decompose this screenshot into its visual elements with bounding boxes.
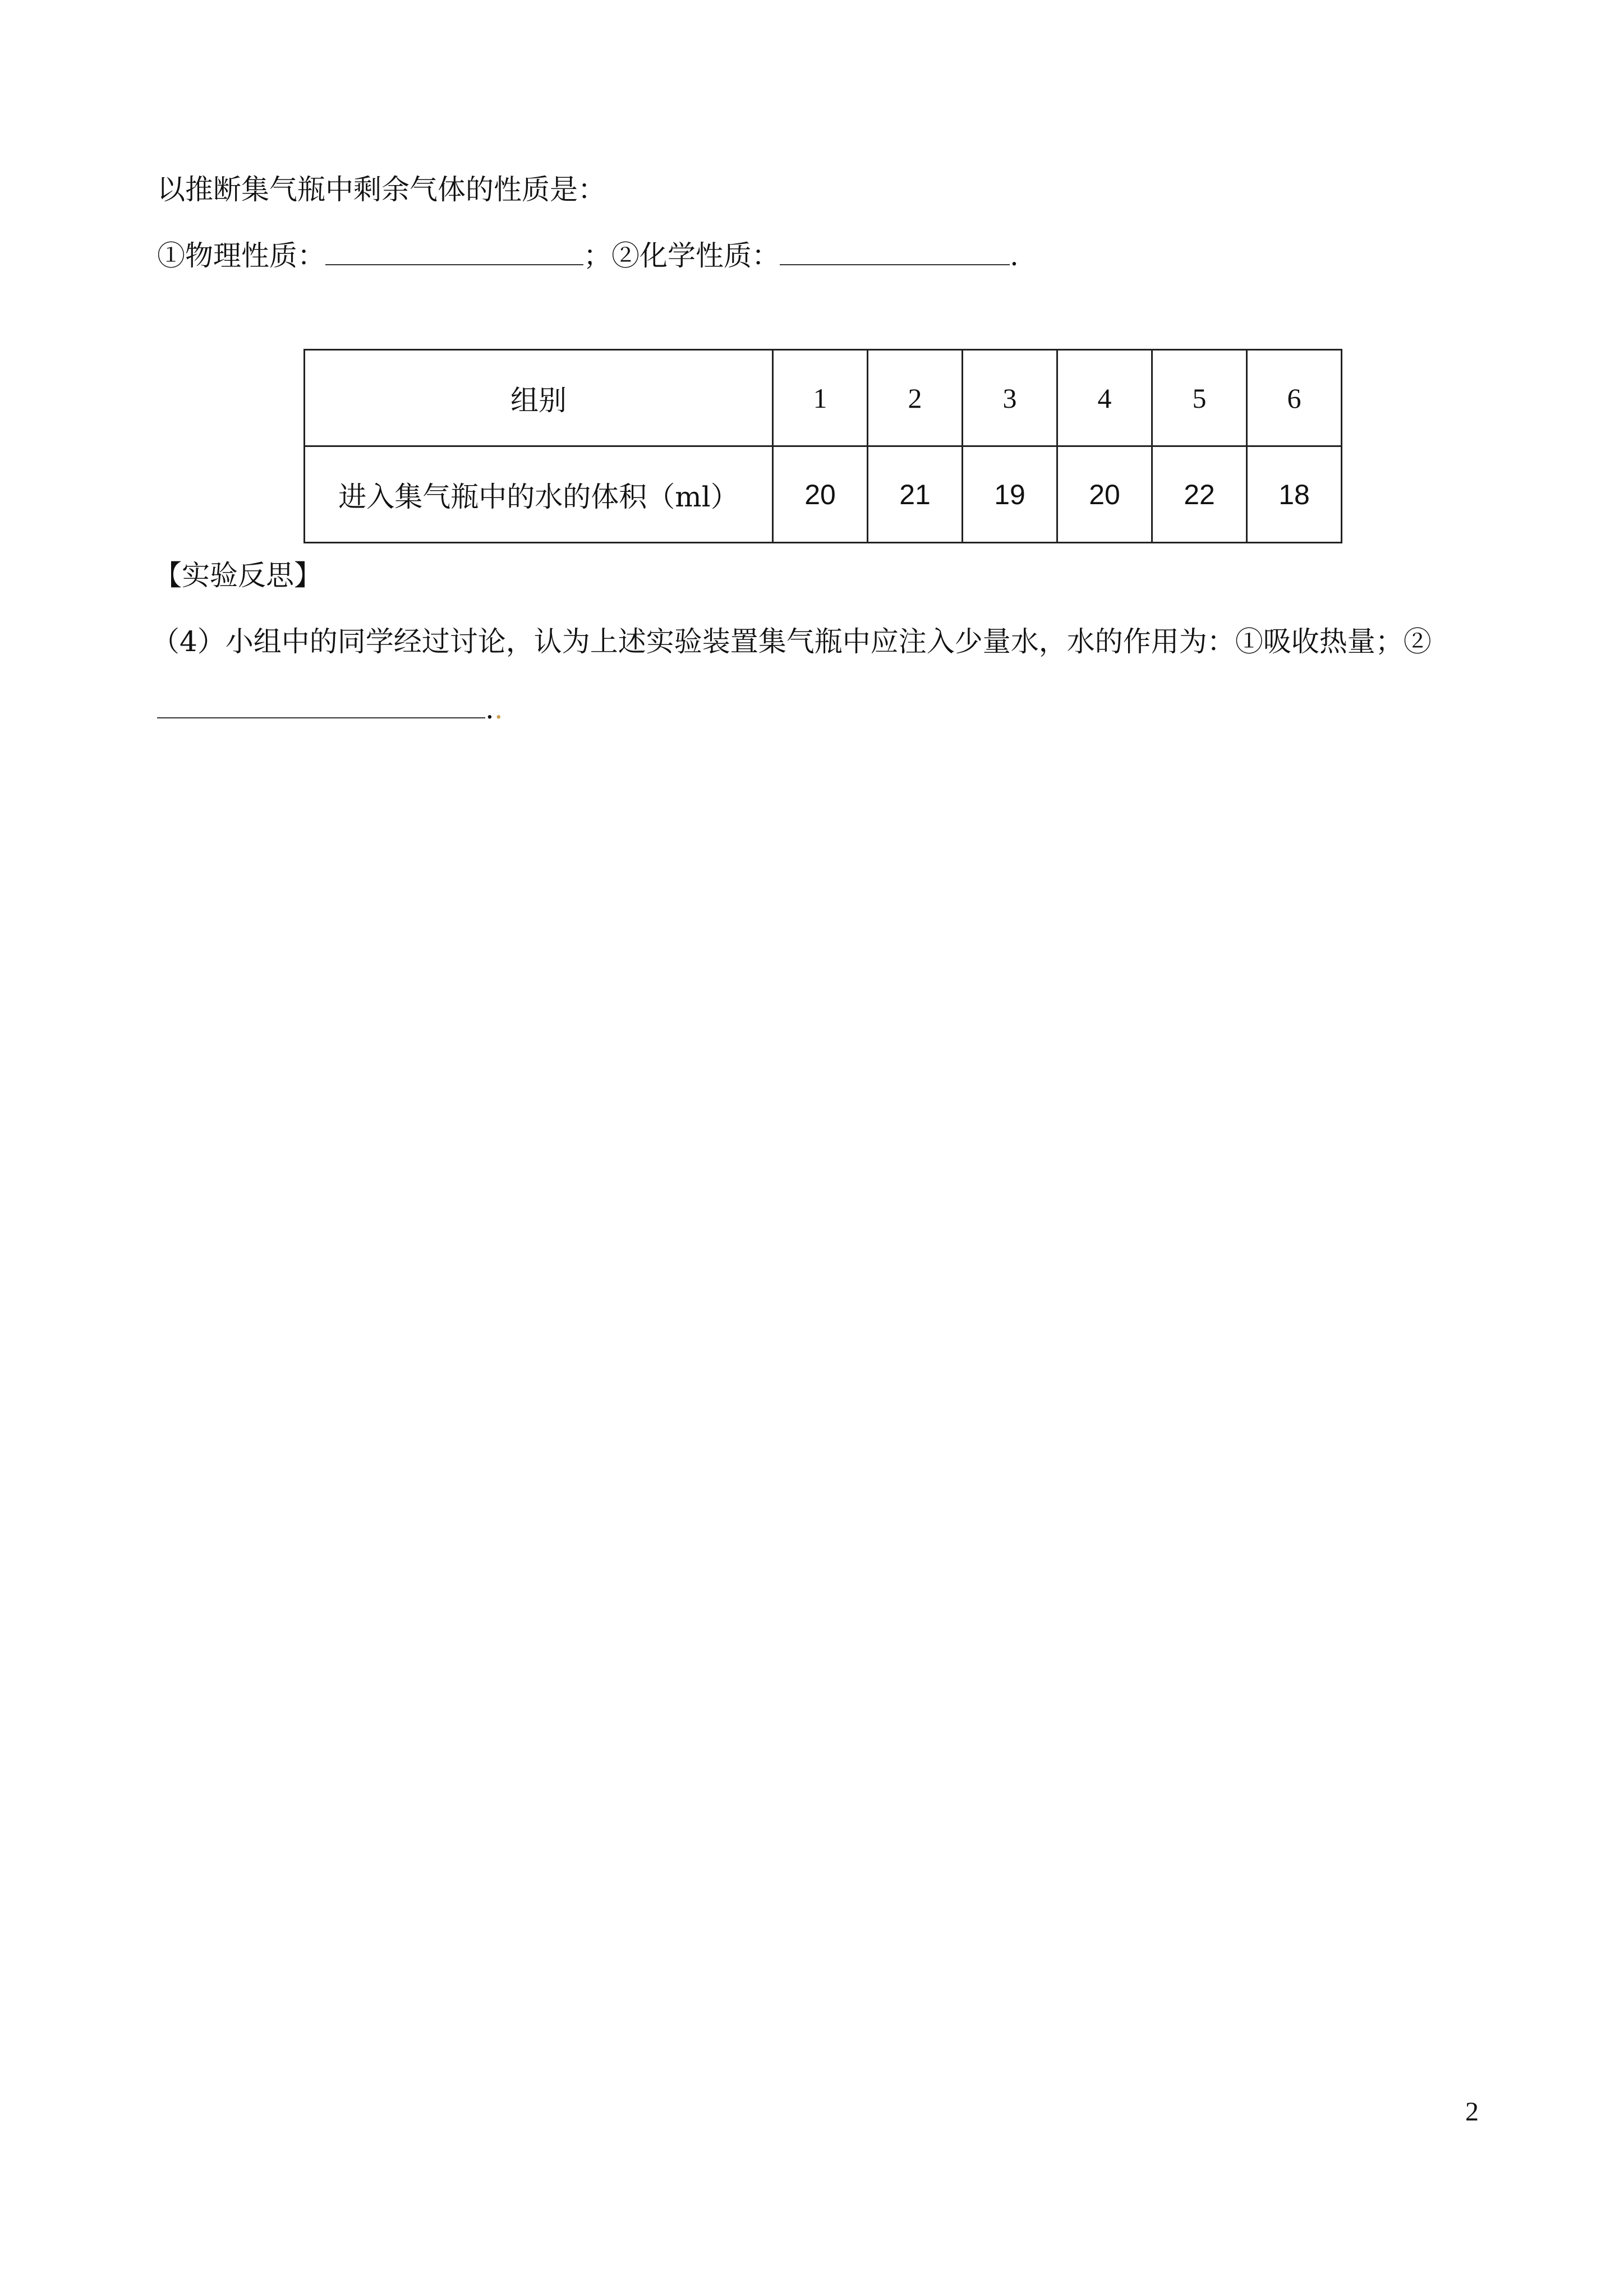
water-volume-cell: 20 (1057, 446, 1152, 543)
separator: ； (583, 239, 611, 272)
water-volume-cell: 18 (1247, 446, 1342, 543)
physical-property-blank[interactable] (325, 238, 583, 265)
group-number-cell: 1 (773, 350, 868, 446)
experiment-data-table (303, 349, 1342, 543)
water-volume-cell: 22 (1152, 446, 1247, 543)
group-number-cell: 2 (868, 350, 963, 446)
group-number-cell: 5 (1152, 350, 1247, 446)
group-header-cell: 组别 (305, 350, 773, 446)
question-text-line: 以推断集气瓶中剩余气体的性质是： (157, 173, 606, 206)
properties-line (157, 238, 1019, 274)
answer-line (157, 691, 503, 727)
group-number-cell: 3 (963, 350, 1057, 446)
physical-property-label: ①物理性质： (157, 239, 325, 272)
line-end-period: . (485, 693, 494, 725)
water-volume-cell: 19 (963, 446, 1057, 543)
stray-dot: . (494, 693, 503, 725)
line-end-period: . (1010, 239, 1019, 272)
question-4-text: （4）小组中的同学经过讨论，认为上述实验装置集气瓶中应注入少量水，水的作用为：①吸收热量；② (151, 625, 1432, 658)
water-volume-cell: 21 (868, 446, 963, 543)
water-function-blank[interactable] (157, 691, 485, 718)
page-number: 2 (1465, 2097, 1479, 2127)
chemical-property-label: ②化学性质： (611, 239, 780, 272)
table-header-row (305, 350, 1342, 446)
water-volume-label-cell: 进入集气瓶中的水的体积（ml） (305, 446, 773, 543)
section-heading: 【实验反思】 (154, 559, 322, 592)
water-volume-cell: 20 (773, 446, 868, 543)
chemical-property-blank[interactable] (780, 238, 1010, 265)
group-number-cell: 4 (1057, 350, 1152, 446)
group-number-cell: 6 (1247, 350, 1342, 446)
table-data-row (305, 446, 1342, 543)
